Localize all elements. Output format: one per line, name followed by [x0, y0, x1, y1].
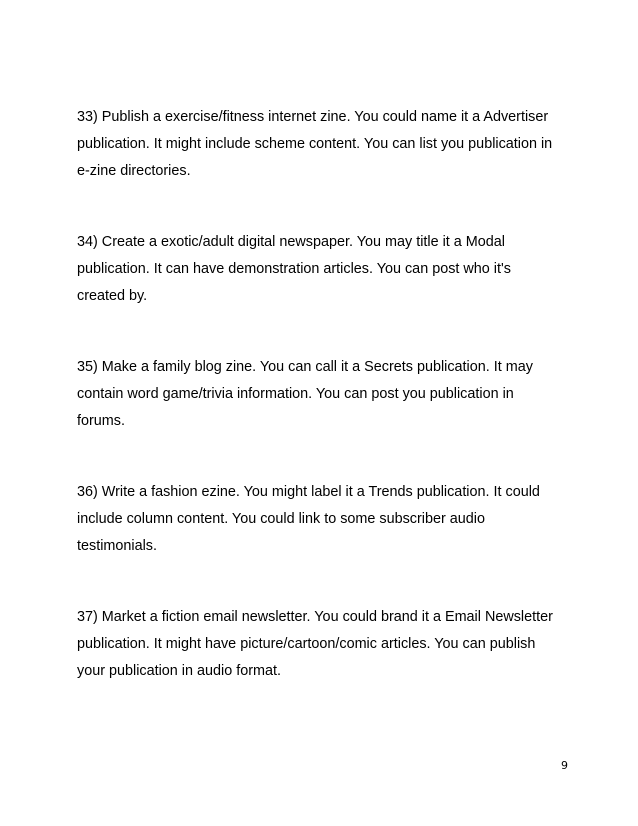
paragraph-line: 36) Write a fashion ezine. You might label it a Trends publication. It could: [77, 484, 540, 500]
paragraph-37: [77, 604, 567, 686]
paragraph-33: [77, 104, 567, 186]
paragraph-line: publication. It can have demonstration articles. You can post who it's: [77, 261, 511, 278]
paragraph-line: 33) Publish a exercise/fitness internet zine. You could name it a Advertiser: [77, 109, 549, 125]
paragraph-line: include column content. You could link to some subscriber audio: [77, 511, 485, 528]
page-number: 9: [561, 759, 568, 772]
paragraph-line: publication. It might include scheme content. You can list you publication in: [77, 136, 553, 153]
paragraph-line: 37) Market a fiction email newsletter. You could brand it a Email Newsletter: [77, 609, 553, 625]
paragraph-line: publication. It might have picture/cartoon/comic articles. You can publish: [77, 636, 536, 653]
paragraph-line: created by.: [77, 288, 148, 305]
paragraph-line: testimonials.: [77, 538, 157, 555]
paragraph-36: [77, 479, 567, 561]
paragraph-35: [77, 354, 567, 436]
paragraph-34: [77, 229, 567, 311]
paragraph-line: contain word game/trivia information. You can post you publication in: [77, 386, 514, 403]
paragraph-line: forums.: [77, 413, 125, 430]
paragraph-line: e-zine directories.: [77, 163, 191, 180]
paragraph-line: 34) Create a exotic/adult digital newspaper. You may title it a Modal: [77, 234, 505, 250]
paragraph-line: your publication in audio format.: [77, 663, 281, 680]
paragraph-line: 35) Make a family blog zine. You can call it a Secrets publication. It may: [77, 359, 533, 375]
